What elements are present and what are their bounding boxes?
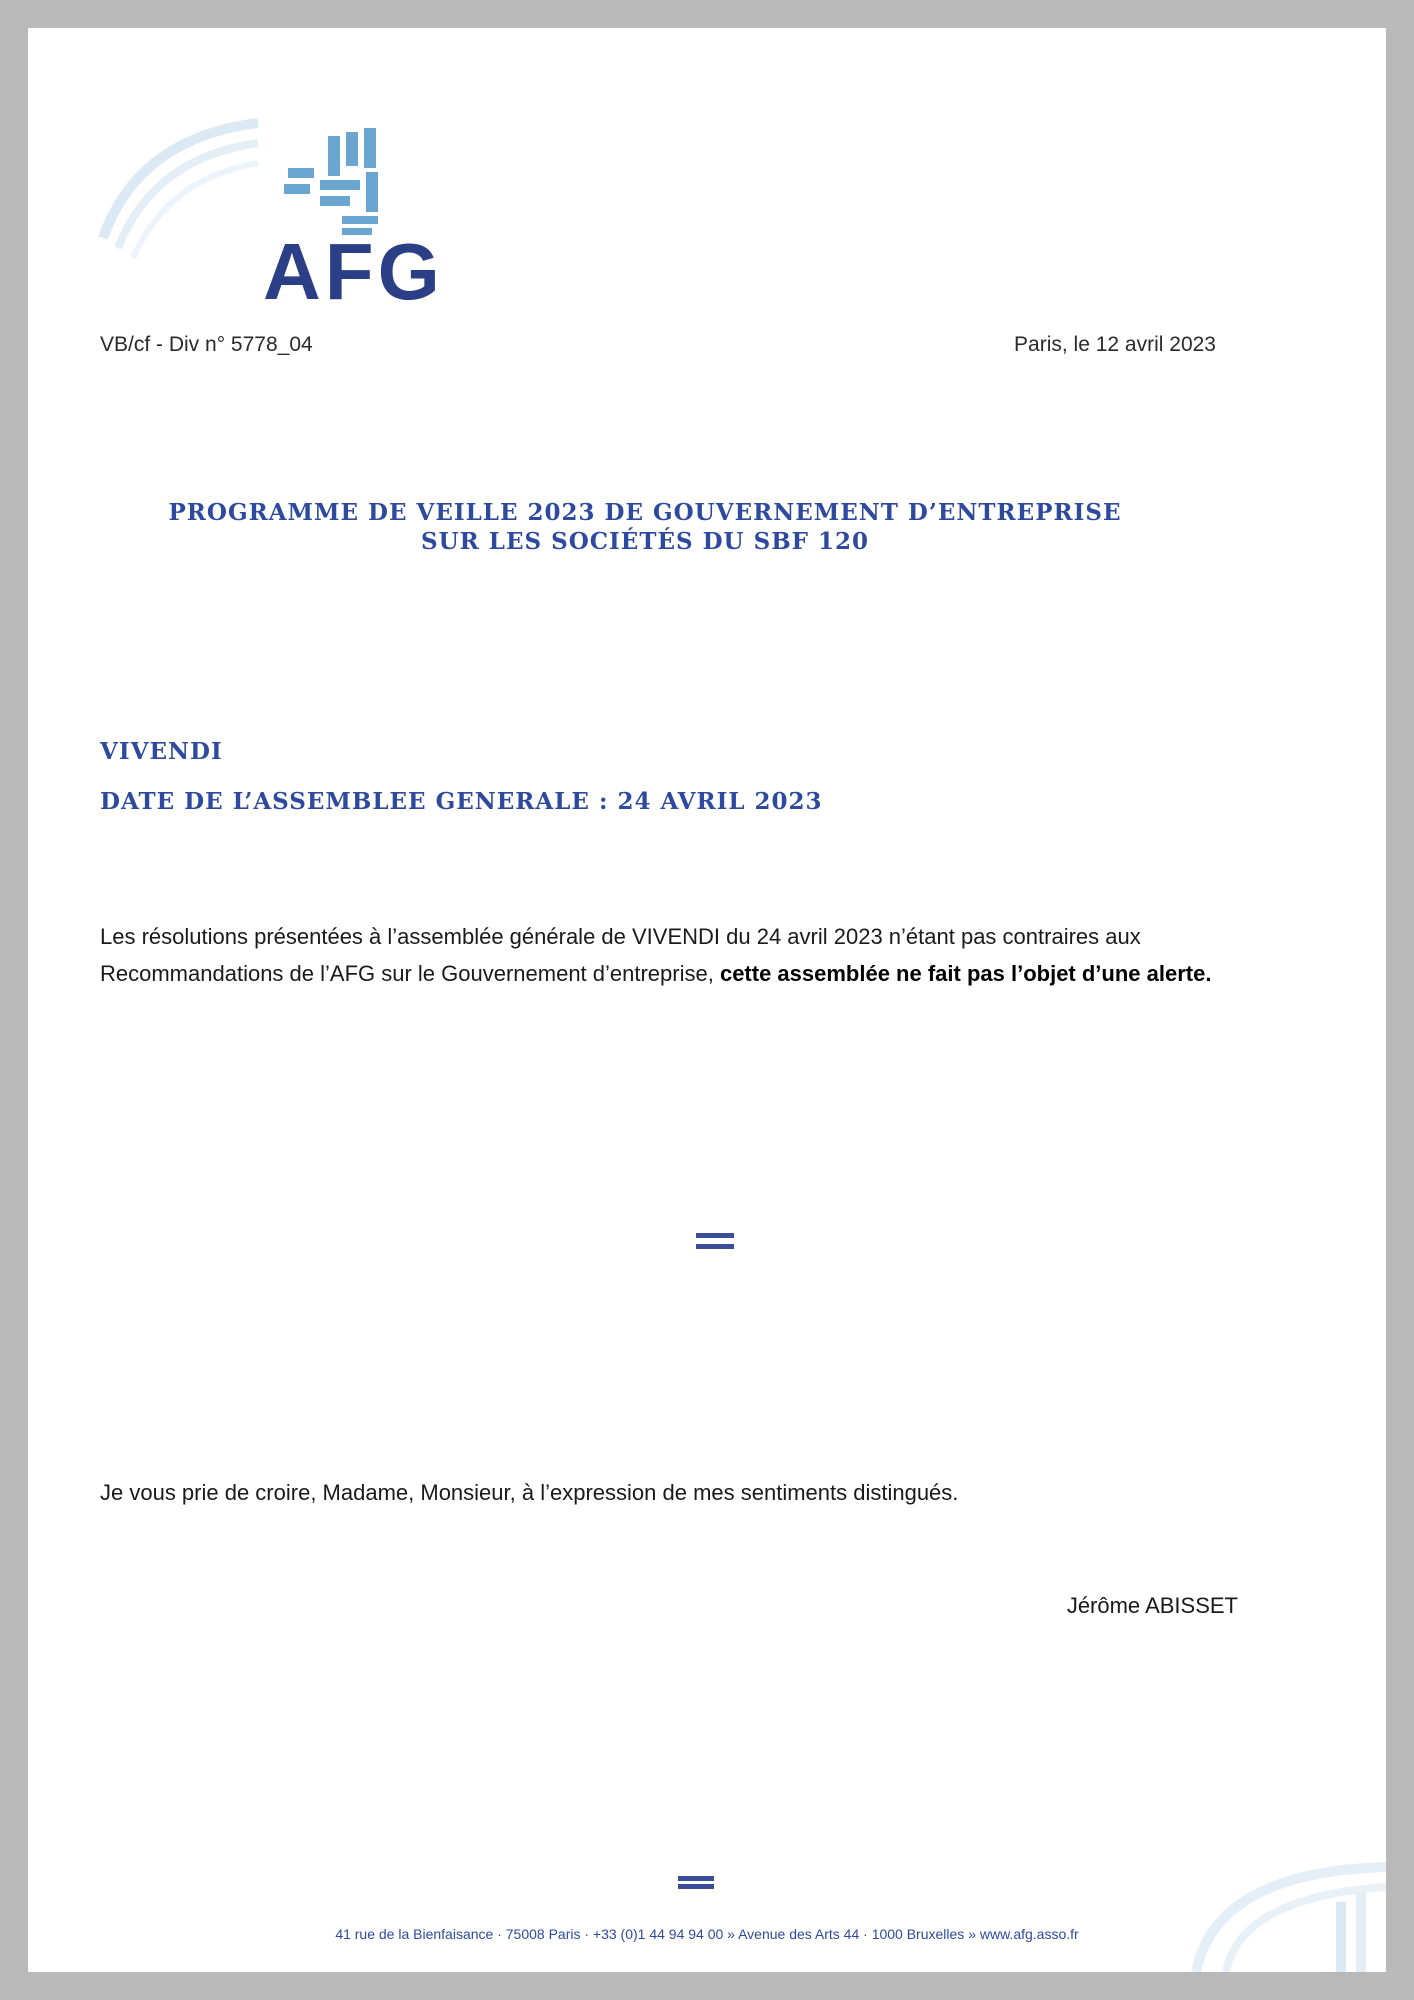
document-page [28, 28, 1386, 1972]
company-name: VIVENDI [100, 738, 223, 765]
title-line-2: SUR LES SOCIÉTÉS DU SBF 120 [420, 528, 870, 555]
signature-name: Jérôme ABISSET [1066, 1593, 1238, 1618]
body-text-bold: cette assemblée ne fait pas l’objet d’une alerte. [719, 961, 1212, 986]
afg-logo [98, 98, 478, 328]
corner-decoration-icon [1186, 1862, 1386, 1972]
footer-separator-icon [678, 1876, 714, 1890]
logo-text: AFG [263, 227, 444, 316]
reference-number: VB/cf - Div n° 5778_04 [100, 333, 313, 356]
body-text-regular: Les résolutions présentées à l’assemblée générale de VIVENDI du 24 avril 2023 n’étant pas contraires aux Recommandations de l’AFG sur le Gouvernement d’entreprise, [100, 924, 1141, 986]
separator-icon [696, 1233, 734, 1253]
body-paragraph [100, 918, 1250, 992]
document-title [100, 498, 1190, 556]
place-date: Paris, le 12 avril 2023 [1014, 333, 1216, 356]
agm-date: DATE DE L’ASSEMBLEE GENERALE : 24 AVRIL 2023 [100, 788, 823, 815]
footer-address: 41 rue de la Bienfaisance · 75008 Paris · +33 (0)1 44 94 94 00 » Avenue des Arts 44 · 1000 Bruxelles » www.afg.asso.fr [335, 1926, 1079, 1942]
closing-formula: Je vous prie de croire, Madame, Monsieur, à l’expression de mes sentiments distingués. [100, 1480, 959, 1505]
title-line-1: PROGRAMME DE VEILLE 2023 DE GOUVERNEMENT D’ENTREPRISE [168, 499, 1122, 526]
